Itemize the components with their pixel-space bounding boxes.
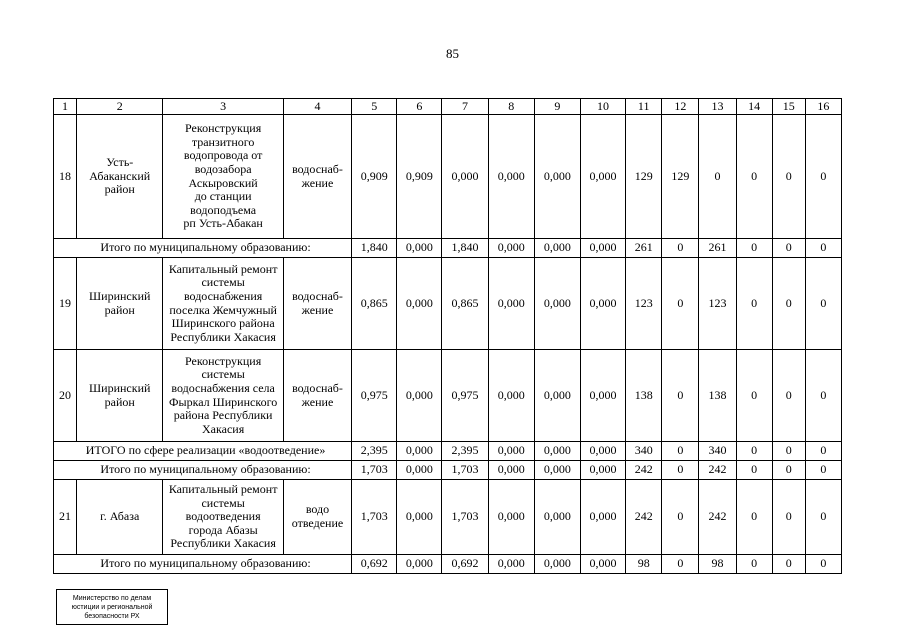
value-cell: 0 [736,461,772,480]
value-cell: 0,000 [397,239,442,258]
column-number-row [54,99,842,115]
column-number: 13 [699,99,736,115]
value-cell: 0,000 [488,115,534,239]
value-cell: 0 [805,258,841,350]
column-number: 16 [805,99,841,115]
row-number: 21 [54,480,77,555]
value-cell: 0,692 [442,555,488,574]
column-number: 10 [580,99,625,115]
cell-line: г. Абаза [100,509,140,524]
value-cell: 0 [736,258,772,350]
cell-line: Ширинского района [171,316,275,331]
value-cell: 0,865 [442,258,488,350]
cell-line: района Республики [173,408,273,423]
value-cell: 1,703 [442,480,488,555]
value-cell: 0 [772,555,805,574]
value-cell: 0,000 [580,442,625,461]
cell-line: Хакасия [202,421,245,436]
stamp-line: безопасности РХ [84,612,140,620]
table-row [54,258,842,350]
value-cell: 0 [662,480,699,555]
column-number: 2 [77,99,163,115]
row-number: 18 [54,115,77,239]
value-cell: 0 [772,258,805,350]
value-cell: 0 [805,350,841,442]
total-row [54,239,842,258]
cell-line: район [104,182,135,197]
value-cell: 242 [626,480,662,555]
value-cell: 0 [662,555,699,574]
value-cell: 0 [805,461,841,480]
value-cell: 0,000 [442,115,488,239]
value-cell: 0,000 [488,258,534,350]
value-cell: 0,000 [488,239,534,258]
value-cell: 0,000 [580,555,625,574]
cell-line: Усть- [106,155,134,170]
value-cell: 0 [805,442,841,461]
value-cell: 0 [772,442,805,461]
district-cell [77,258,163,350]
value-cell: 0,692 [352,555,397,574]
project-cell [163,115,283,239]
project-cell [163,258,283,350]
total-row [54,555,842,574]
table-row [54,115,842,239]
value-cell: 0,000 [397,555,442,574]
cell-line: транзитного [191,134,255,149]
value-cell: 0 [662,442,699,461]
value-cell: 0,975 [442,350,488,442]
cell-line: Реконструкция [185,353,262,368]
investment-table [53,98,842,574]
value-cell: 0 [662,258,699,350]
cell-line: жение [301,175,334,190]
value-cell: 0,000 [580,350,625,442]
column-number: 6 [397,99,442,115]
value-cell: 98 [699,555,736,574]
value-cell: 0,000 [397,350,442,442]
cell-line: Фыркал Ширинского [169,394,278,409]
value-cell: 0 [736,239,772,258]
column-number: 11 [626,99,662,115]
column-number: 8 [488,99,534,115]
value-cell: 0,000 [534,442,580,461]
cell-line: системы [201,495,245,510]
value-cell: 0 [736,350,772,442]
cell-line: до станции [194,189,252,204]
value-cell: 242 [699,461,736,480]
value-cell: 138 [699,350,736,442]
value-cell: 0,865 [352,258,397,350]
value-cell: 0,000 [397,442,442,461]
value-cell: 0 [805,115,841,239]
value-cell: 0,000 [397,480,442,555]
cell-line: водоснабжения села [171,380,275,395]
value-cell: 0,000 [397,461,442,480]
cell-line: жение [301,394,334,409]
value-cell: 0 [772,461,805,480]
cell-line: водозабора [194,161,252,176]
sphere-cell [283,258,351,350]
cell-line: район [104,302,135,317]
row-number: 19 [54,258,77,350]
sphere-cell [283,115,351,239]
cell-line: города Абазы [188,522,258,537]
value-cell: 2,395 [352,442,397,461]
cell-line: Ширинский [89,288,151,303]
column-number: 7 [442,99,488,115]
sphere-cell [283,350,351,442]
stamp-line: юстиции и региональной [71,603,153,611]
value-cell: 0 [736,555,772,574]
ministry-stamp [56,589,168,625]
value-cell: 0,000 [534,461,580,480]
value-cell: 1,703 [442,461,488,480]
cell-line: водоподъема [190,202,257,217]
cell-line: Республики Хакасия [170,329,276,344]
value-cell: 0,000 [534,239,580,258]
column-number: 1 [54,99,77,115]
column-number: 9 [534,99,580,115]
cell-line: системы [201,275,245,290]
value-cell: 0 [772,480,805,555]
value-cell: 129 [662,115,699,239]
value-cell: 0 [805,239,841,258]
cell-line: Аскыровский [188,175,258,190]
value-cell: 0,000 [488,350,534,442]
value-cell: 0 [736,480,772,555]
total-label: Итого по муниципальному образованию: [54,461,352,480]
cell-line: водоснаб- [292,288,343,303]
value-cell: 1,840 [352,239,397,258]
cell-line: Абаканский [89,168,151,183]
cell-line: водоснаб- [292,161,343,176]
cell-line: водопровода от [183,148,263,163]
cell-line: жение [301,302,334,317]
value-cell: 0 [805,555,841,574]
column-number: 5 [352,99,397,115]
stamp-line: Министерство по делам [72,594,152,602]
cell-line: водо [305,502,330,517]
value-cell: 0,000 [488,555,534,574]
value-cell: 0,000 [534,480,580,555]
cell-line: Капитальный ремонт [168,482,278,497]
value-cell: 0,000 [397,258,442,350]
district-cell [77,115,163,239]
cell-line: системы [201,367,245,382]
cell-line: отведение [291,516,344,530]
value-cell: 0,000 [534,258,580,350]
value-cell: 123 [699,258,736,350]
district-cell [77,350,163,442]
cell-line: водоснабжения [183,288,263,303]
value-cell: 0 [736,442,772,461]
cell-line: Ширинский [89,380,151,395]
cell-line: водоснаб- [292,380,343,395]
value-cell: 0,000 [534,350,580,442]
row-number: 20 [54,350,77,442]
cell-line: поселка Жемчужный [169,302,277,317]
cell-line: Республики Хакасия [170,536,276,551]
cell-line: Реконструкция [185,121,262,136]
value-cell: 0 [805,480,841,555]
total-label: Итого по муниципальному образованию: [54,239,352,258]
total-row [54,461,842,480]
column-number: 4 [283,99,351,115]
value-cell: 242 [699,480,736,555]
column-number: 3 [163,99,283,115]
value-cell: 2,395 [442,442,488,461]
value-cell: 0,000 [580,480,625,555]
value-cell: 0,000 [488,480,534,555]
total-row [54,442,842,461]
value-cell: 0 [662,239,699,258]
column-number: 14 [736,99,772,115]
value-cell: 0 [772,350,805,442]
value-cell: 340 [626,442,662,461]
project-cell [163,480,283,555]
sphere-cell [283,480,351,555]
value-cell: 0,000 [488,442,534,461]
value-cell: 0,000 [580,461,625,480]
value-cell: 1,703 [352,480,397,555]
cell-line: водоотведения [185,509,261,524]
table-row [54,350,842,442]
value-cell: 0,000 [580,258,625,350]
value-cell: 0 [772,115,805,239]
value-cell: 0,000 [580,239,625,258]
value-cell: 138 [626,350,662,442]
cell-line: рп Усть-Абакан [183,216,263,231]
value-cell: 0 [772,239,805,258]
total-label: ИТОГО по сфере реализации «водоотведение» [54,442,352,461]
value-cell: 1,840 [442,239,488,258]
column-number: 15 [772,99,805,115]
cell-line: Капитальный ремонт [168,261,278,276]
value-cell: 261 [626,239,662,258]
value-cell: 123 [626,258,662,350]
value-cell: 261 [699,239,736,258]
value-cell: 0 [662,350,699,442]
value-cell: 242 [626,461,662,480]
project-cell [163,350,283,442]
value-cell: 0,909 [352,115,397,239]
value-cell: 0,909 [397,115,442,239]
total-label: Итого по муниципальному образованию: [54,555,352,574]
cell-line: район [104,394,135,409]
value-cell: 0 [662,461,699,480]
value-cell: 0,000 [534,555,580,574]
value-cell: 0 [736,115,772,239]
value-cell: 0,000 [488,461,534,480]
value-cell: 0,000 [580,115,625,239]
value-cell: 0,975 [352,350,397,442]
value-cell: 340 [699,442,736,461]
value-cell: 98 [626,555,662,574]
value-cell: 1,703 [352,461,397,480]
district-cell [77,480,163,555]
page-number: 85 [446,46,459,61]
value-cell: 0 [699,115,736,239]
value-cell: 129 [626,115,662,239]
table-row [54,480,842,555]
value-cell: 0,000 [534,115,580,239]
column-number: 12 [662,99,699,115]
